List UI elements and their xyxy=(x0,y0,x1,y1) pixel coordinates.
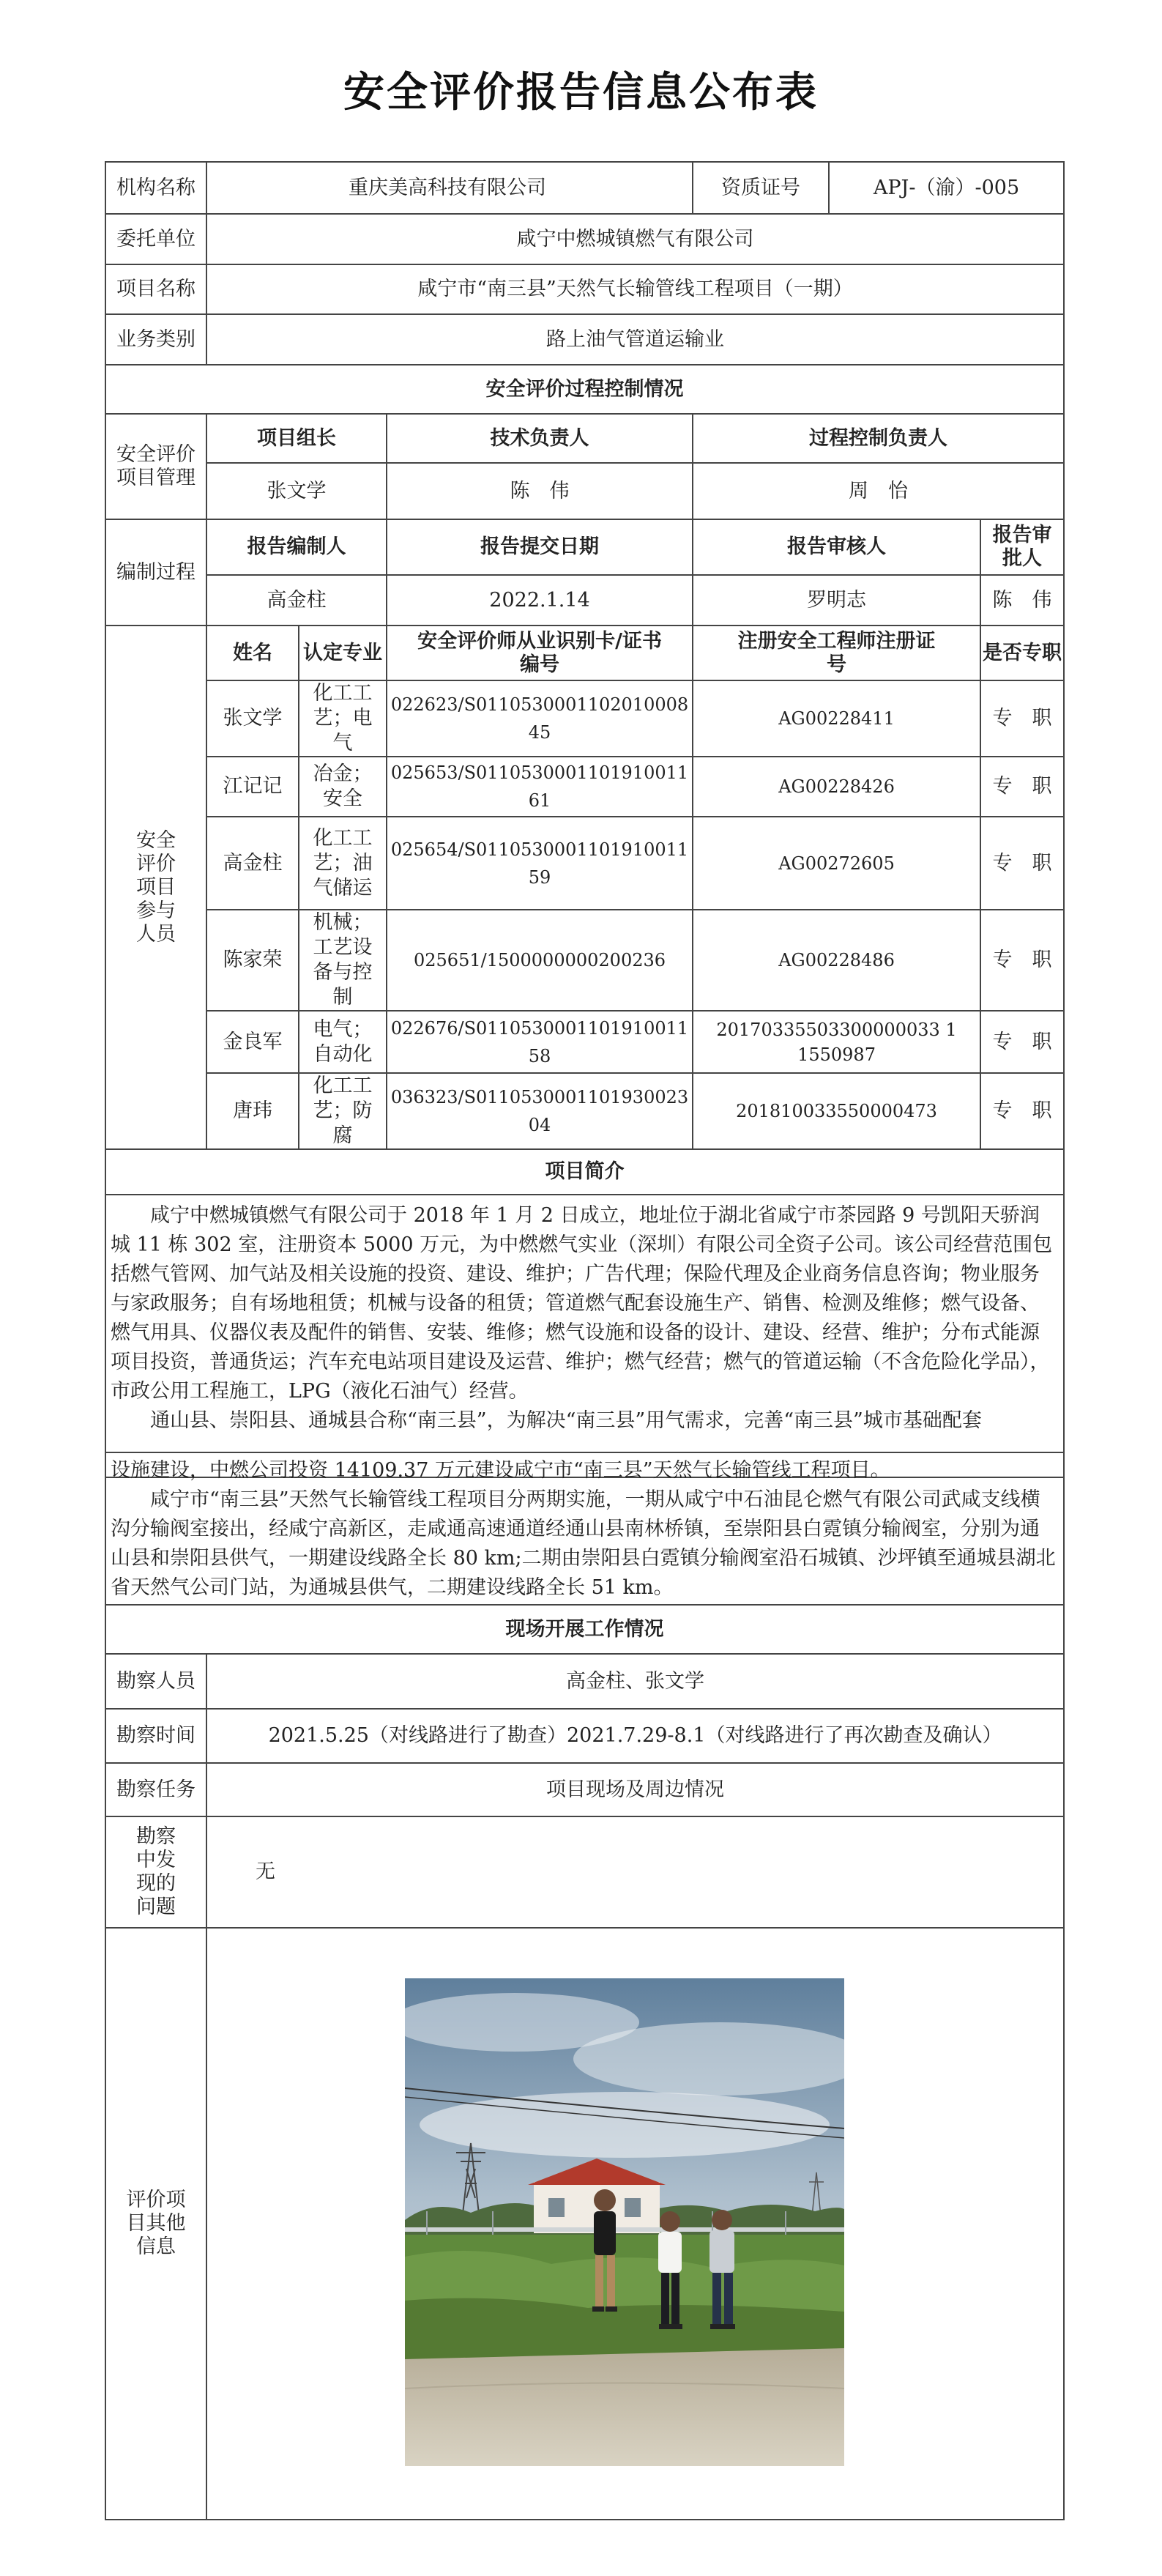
field-task-value: 项目现场及周边情况 xyxy=(206,1763,1064,1816)
participant-name: 江记记 xyxy=(206,757,299,817)
intro-paragraph-2-continued: 设施建设，中燃公司投资 14109.37 万元建设咸宁市“南三县”天然气长输管线工程项目。 xyxy=(111,1459,890,1482)
site-photo xyxy=(405,1978,844,2466)
participant-reg: 20170335503300000033 11550987 xyxy=(693,1011,980,1073)
participants-header-reg: 注册安全工程师注册证号 xyxy=(693,626,980,680)
participant-name: 陈家荣 xyxy=(206,910,299,1011)
participant-name: 金良军 xyxy=(206,1011,299,1073)
field-time-value: 2021.5.25（对线路进行了勘查）2021.7.29-8.1（对线路进行了再次勘查及确认） xyxy=(206,1709,1064,1763)
participants-label: 安全评价项目参与人员 xyxy=(105,626,206,1149)
mgmt-tech: 陈 伟 xyxy=(387,463,693,519)
participant-fulltime: 专 职 xyxy=(980,680,1064,757)
participant-reg: AG00228486 xyxy=(693,910,980,1011)
intro-paragraph-2: 通山县、崇阳县、通城县合称“南三县”，为解决“南三县”用气需求，完善“南三县”城市基础配套 xyxy=(150,1409,982,1432)
table-row xyxy=(105,817,1064,910)
org-label: 机构名称 xyxy=(105,162,206,214)
participants-header-major: 认定专业 xyxy=(299,626,387,680)
participant-card: 022623/S011053000110201000845 xyxy=(387,680,693,757)
participant-major: 机械；工艺设备与控制 xyxy=(299,910,387,1011)
participants-header-card: 安全评价师从业识别卡/证书编号 xyxy=(387,626,693,680)
participant-fulltime: 专 职 xyxy=(980,1011,1064,1073)
compile-reviewer: 罗明志 xyxy=(693,575,980,626)
table-row xyxy=(105,757,1064,817)
participant-name: 唐玮 xyxy=(206,1073,299,1149)
participant-card: 025651/1500000000200236 xyxy=(387,910,693,1011)
participants-header-name: 姓名 xyxy=(206,626,299,680)
org-value: 重庆美高科技有限公司 xyxy=(206,162,693,214)
intro-continued xyxy=(105,1452,1064,1605)
compile-header-reviewer: 报告审核人 xyxy=(693,519,980,575)
participant-major: 化工工艺；油气储运 xyxy=(299,817,387,910)
intro-paragraph-1: 咸宁中燃城镇燃气有限公司于 2018 年 1 月 2 日成立，地址位于湖北省咸宁市茶园路 9 号凯阳天骄润城 11 栋 302 室，注册资本 5000 万元，为中燃燃气实业（深圳）有限公司全资子公司。该公司经营范围包括燃气管网、加气站及相关设施的投资、建设、维护；广告代理；保险代理及企业商务信息咨询；物业服务与家政服务；自有场地租赁；机械与设备的租赁；管道燃气配套设施生产、销售、检测及维修；燃气设备、燃气用具、仪器仪表及配件的销售、安装、维修；燃气设施和设备的设计、建设、经营、维护；分布式能源项目投资，普通货运；汽车充电站项目建设及运营、维护；燃气经营；燃气的管道运输（不含危险化学品），市政公用工程施工，LPG（液化石油气）经营。 xyxy=(111,1204,1053,1403)
mgmt-header-tech: 技术负责人 xyxy=(387,414,693,463)
field-heading: 现场开展工作情况 xyxy=(105,1605,1064,1654)
page-title: 安全评价报告信息公布表 xyxy=(343,69,819,116)
participant-major: 化工工艺；防腐 xyxy=(299,1073,387,1149)
compile-author: 高金柱 xyxy=(206,575,387,626)
mgmt-control: 周 怡 xyxy=(693,463,1064,519)
participant-reg: AG00228411 xyxy=(693,680,980,757)
participant-name: 张文学 xyxy=(206,680,299,757)
mgmt-header-leader: 项目组长 xyxy=(206,414,387,463)
participant-card: 022676/S011053000110191001158 xyxy=(387,1011,693,1073)
compile-label: 编制过程 xyxy=(105,519,206,626)
participant-fulltime: 专 职 xyxy=(980,1073,1064,1149)
info-table-part2 xyxy=(105,1452,1065,2520)
participant-major: 电气；自动化 xyxy=(299,1011,387,1073)
participant-reg: AG00228426 xyxy=(693,757,980,817)
compile-header-approver: 报告审批人 xyxy=(980,519,1064,575)
participants-header-fulltime: 是否专职 xyxy=(980,626,1064,680)
project-label: 项目名称 xyxy=(105,264,206,314)
table-row xyxy=(105,1011,1064,1073)
intro-text xyxy=(105,1195,1064,1477)
cert-value: APJ-（渝）-005 xyxy=(829,162,1064,214)
mgmt-label: 安全评价项目管理 xyxy=(105,414,206,519)
participant-fulltime: 专 职 xyxy=(980,910,1064,1011)
cert-label: 资质证号 xyxy=(693,162,829,214)
participant-card: 025653/S011053000110191001161 xyxy=(387,757,693,817)
participant-reg: 201810033550000473 xyxy=(693,1073,980,1149)
participant-card: 036323/S011053000110193002304 xyxy=(387,1073,693,1149)
intro-paragraph-3: 咸宁市“南三县”天然气长输管线工程项目分两期实施，一期从咸宁中石油昆仑燃气有限公司武咸支线横沟分输阀室接出，经咸宁高新区，走咸通高速通道经通山县南林桥镇，至崇阳县白霓镇分输阀室，分别为通山县和崇阳县供气，一期建设线路全长 80 km;二期由崇阳县白霓镇分输阀室沿石城镇、沙坪镇至通城县湖北省天然气公司门站，为通城县供气，二期建设线路全长 51 km。 xyxy=(111,1488,1056,1599)
business-value: 路上油气管道运输业 xyxy=(206,314,1064,365)
participant-card: 025654/S011053000110191001159 xyxy=(387,817,693,910)
table-row xyxy=(105,1073,1064,1149)
project-value: 咸宁市“南三县”天然气长输管线工程项目（一期） xyxy=(206,264,1064,314)
participant-name: 高金柱 xyxy=(206,817,299,910)
mgmt-leader: 张文学 xyxy=(206,463,387,519)
compile-approver: 陈 伟 xyxy=(980,575,1064,626)
participant-fulltime: 专 职 xyxy=(980,757,1064,817)
field-task-label: 勘察任务 xyxy=(105,1763,206,1816)
table-row xyxy=(105,910,1064,1011)
field-issue-label: 勘察中发现的问题 xyxy=(105,1816,206,1928)
intro-heading: 项目简介 xyxy=(105,1149,1064,1195)
field-other-label: 评价项目其他信息 xyxy=(105,1928,206,2520)
field-time-label: 勘察时间 xyxy=(105,1709,206,1763)
business-label: 业务类别 xyxy=(105,314,206,365)
client-label: 委托单位 xyxy=(105,214,206,264)
table-row xyxy=(105,680,1064,757)
field-staff-label: 勘察人员 xyxy=(105,1654,206,1709)
participant-major: 冶金；安全 xyxy=(299,757,387,817)
participant-fulltime: 专 职 xyxy=(980,817,1064,910)
field-issue-value: 无 xyxy=(206,1816,1064,1928)
participant-reg: AG00272605 xyxy=(693,817,980,910)
compile-header-author: 报告编制人 xyxy=(206,519,387,575)
participant-major: 化工工艺；电气 xyxy=(299,680,387,757)
process-heading: 安全评价过程控制情况 xyxy=(105,365,1064,414)
mgmt-header-control: 过程控制负责人 xyxy=(693,414,1064,463)
client-value: 咸宁中燃城镇燃气有限公司 xyxy=(206,214,1064,264)
field-staff-value: 高金柱、张文学 xyxy=(206,1654,1064,1709)
compile-header-date: 报告提交日期 xyxy=(387,519,693,575)
site-photo-cell xyxy=(206,1928,1064,2520)
info-table-part1 xyxy=(105,161,1065,1478)
compile-date: 2022.1.14 xyxy=(387,575,693,626)
